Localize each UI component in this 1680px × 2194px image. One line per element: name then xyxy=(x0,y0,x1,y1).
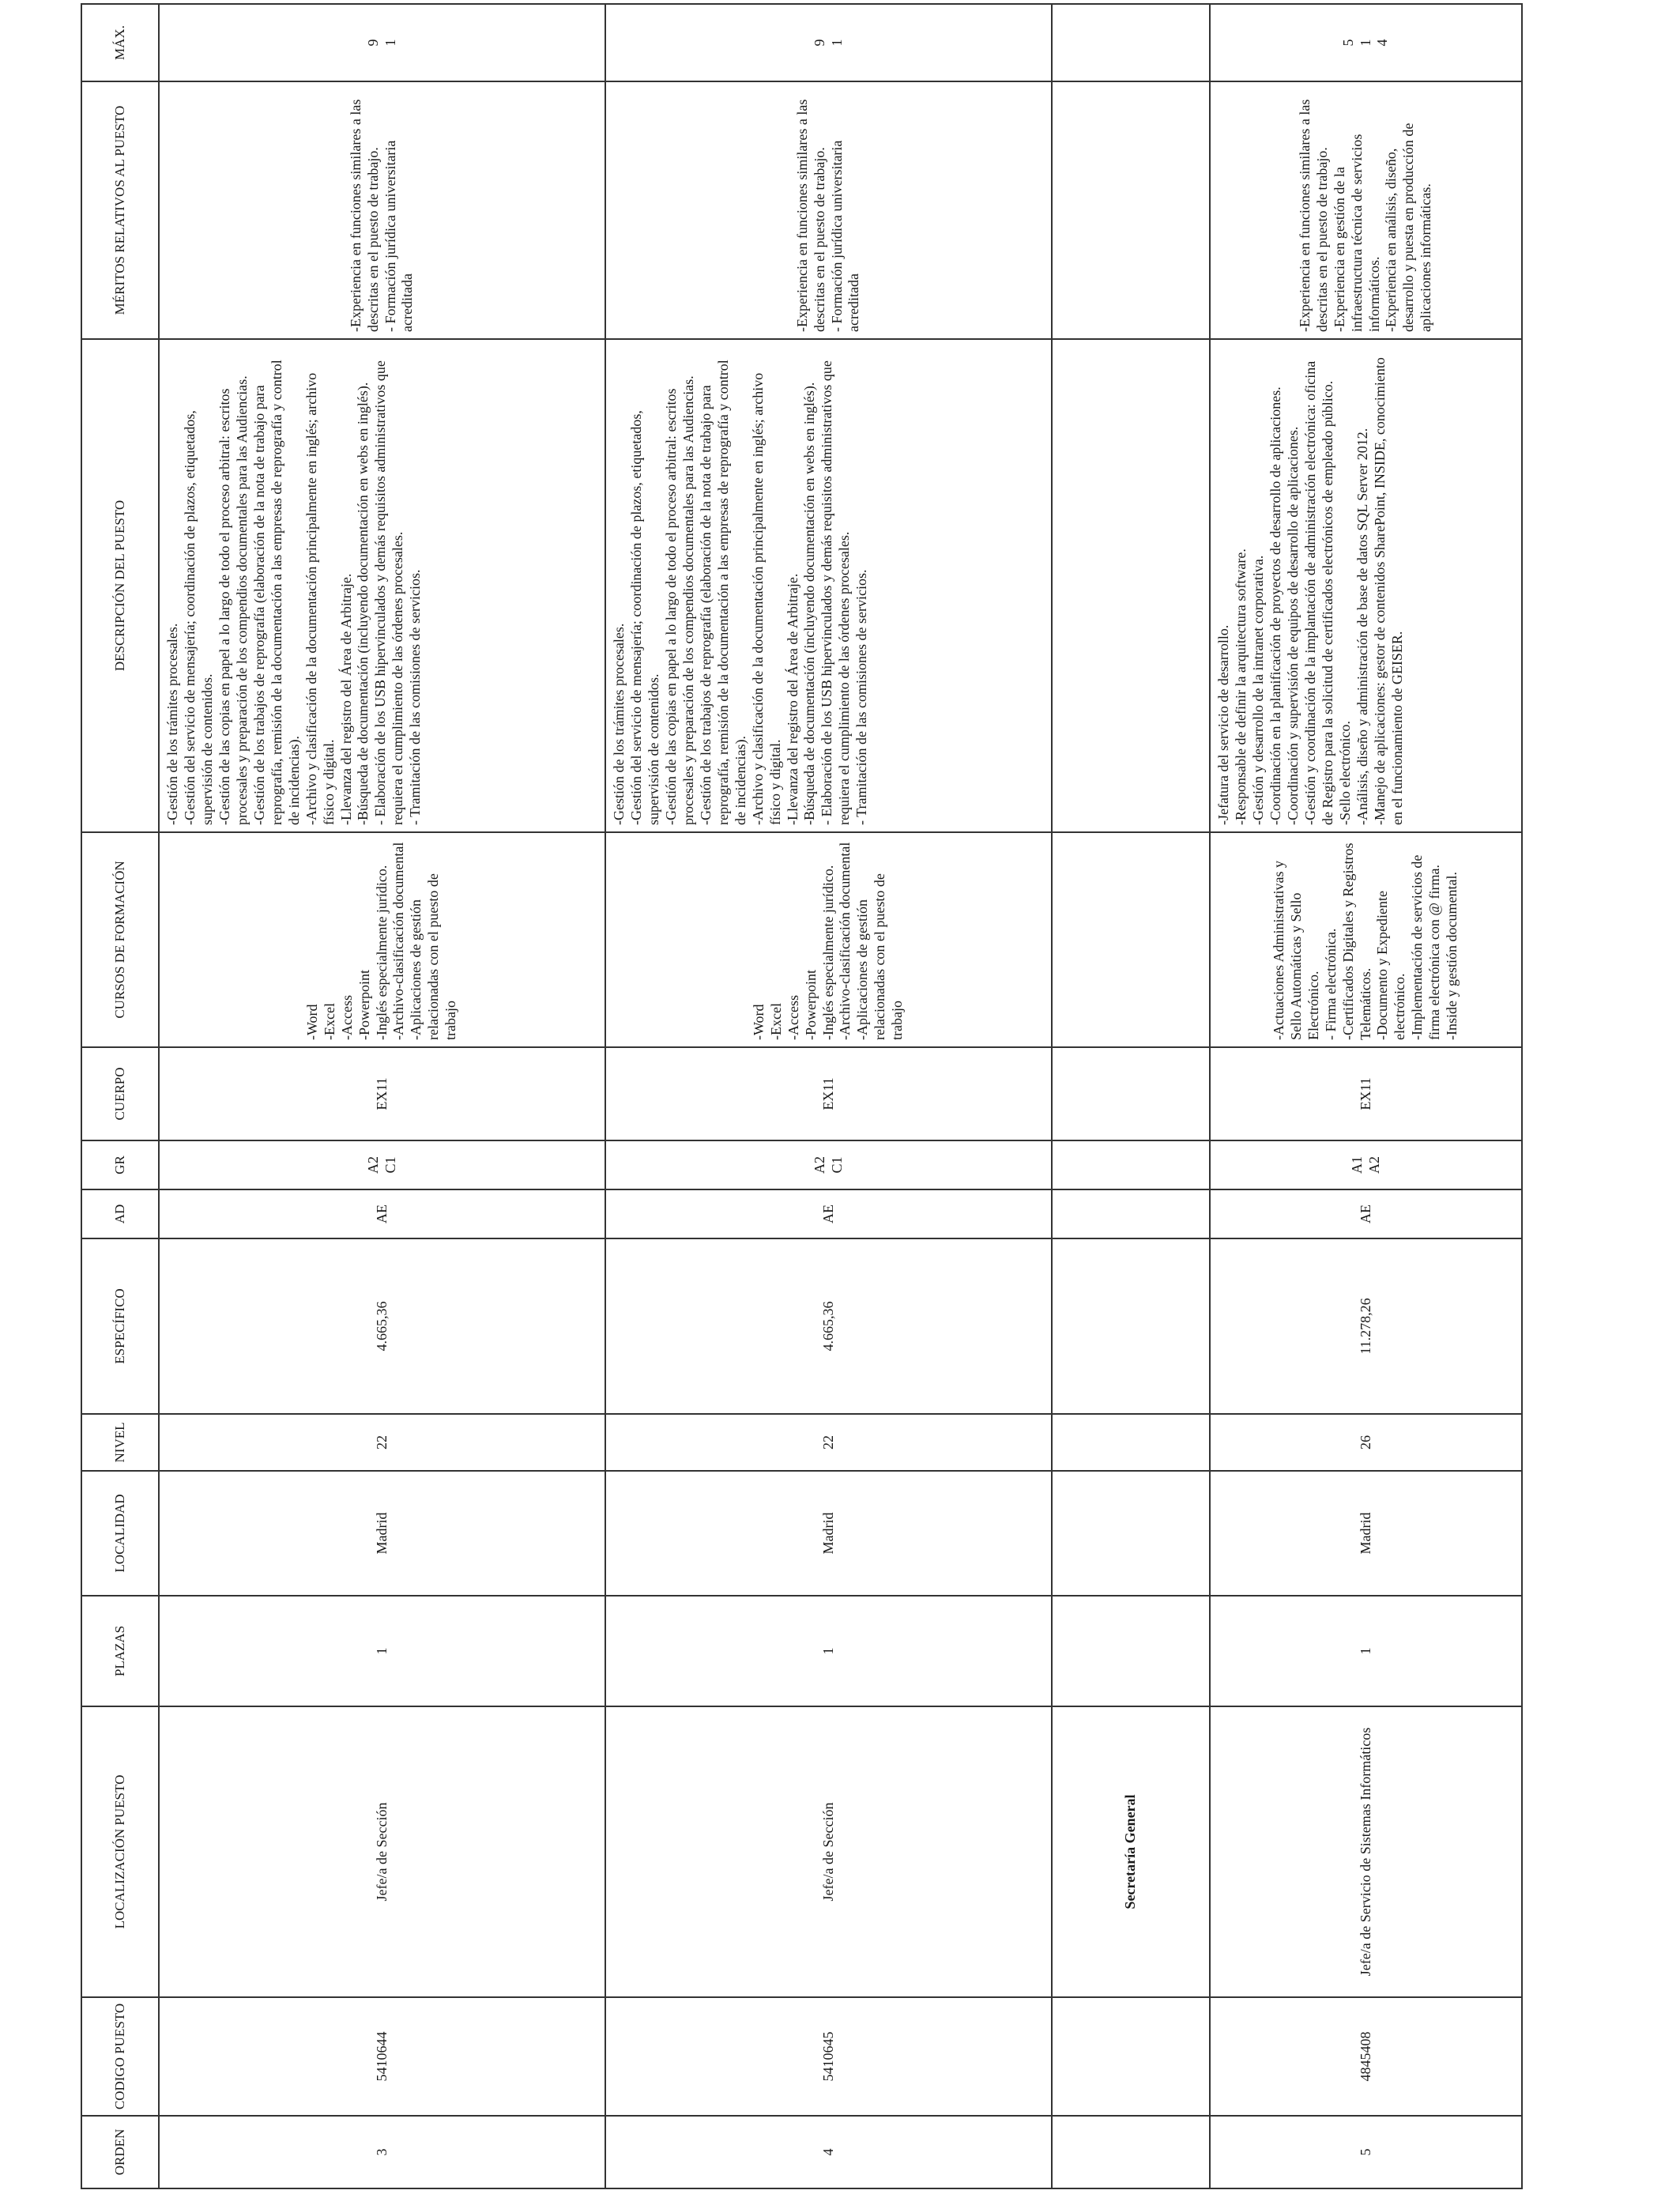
desc-item: -Búsqueda de documentación (incluyendo documentación en webs en inglés). xyxy=(801,382,818,825)
cell-orden: 3 xyxy=(159,2116,605,2188)
header-cursos: CURSOS DE FORMACIÓN xyxy=(81,832,159,1047)
course-item: -Powerpoint xyxy=(356,970,372,1040)
course-item: -Aplicaciones de gestión relacionadas con el puesto de trabajo xyxy=(408,873,459,1040)
table-row xyxy=(605,4,1052,2188)
desc-item: -Gestión de los trámites procesales. xyxy=(164,623,180,825)
cell-cursos xyxy=(1210,832,1522,1047)
desc-item: -Gestión y desarrollo de la intranet corporativa. xyxy=(1249,555,1266,825)
desc-item: -Jefatura del servicio de desarrollo. xyxy=(1215,624,1231,825)
cell-localidad: Madrid xyxy=(159,1471,605,1596)
gr-line: C1 xyxy=(382,1156,398,1174)
desc-item: -Gestión del servicio de mensajería; coordinación de plazos, etiquetados, supervisión de contenidos. xyxy=(181,410,215,825)
cell-localizacion: Jefe/a de Servicio de Sistemas Informáticos xyxy=(1210,1706,1522,1997)
course-item: -Inglés especialmente jurídico. xyxy=(819,865,836,1040)
course-item: -Aplicaciones de gestión relacionadas con el puesto de trabajo xyxy=(854,873,906,1040)
desc-item: -Análisis, diseño y administración de base de datos SQL Server 2012. xyxy=(1354,428,1370,825)
course-item: -Excel xyxy=(767,1003,784,1040)
cell-meritos xyxy=(1210,81,1522,339)
section-title: Secretaría General xyxy=(1052,1706,1210,1997)
max-value: 9 xyxy=(364,39,381,47)
merit-item: -Experiencia en funciones similares a las descritas en el puesto de trabajo. xyxy=(347,99,381,332)
cell-cuerpo: EX11 xyxy=(159,1047,605,1140)
cell-max xyxy=(1210,4,1522,81)
cell-especifico: 4.665,36 xyxy=(159,1238,605,1414)
course-item: -Actuaciones Administrativas y Sello Automáticas y Sello Electrónico. xyxy=(1270,861,1321,1040)
cell-descripcion xyxy=(605,339,1052,832)
cell-max xyxy=(605,4,1052,81)
desc-item: -Llevanza del registro del Área de Arbitraje. xyxy=(784,573,800,825)
course-item: -Excel xyxy=(321,1003,337,1040)
cell-especifico: 11.278,26 xyxy=(1210,1238,1522,1414)
course-item: -Inside y gestión documental. xyxy=(1444,872,1460,1040)
course-item: -Archivo-clasificación documental xyxy=(390,842,407,1040)
cell-orden: 4 xyxy=(605,2116,1052,2188)
desc-item: - Elaboración de los USB hipervinculados y demás requisitos administrativos que requiera el cumplimiento de las órdenes procesales. xyxy=(819,360,853,825)
section-row xyxy=(1052,4,1210,2188)
positions-table xyxy=(81,3,1523,2189)
cell-ad: AE xyxy=(159,1189,605,1238)
merit-item: - Formación jurídica universitaria acreditada xyxy=(828,140,862,332)
header-codigo: CODIGO PUESTO xyxy=(81,1997,159,2116)
course-item: -Access xyxy=(338,995,355,1040)
cell-especifico: 4.665,36 xyxy=(605,1238,1052,1414)
cell-nivel: 22 xyxy=(605,1414,1052,1471)
header-descripcion: DESCRIPCIÓN DEL PUESTO xyxy=(81,339,159,832)
desc-item: -Llevanza del registro del Área de Arbitraje. xyxy=(337,573,354,825)
desc-item: -Gestión de las copias en papel a lo largo de todo el proceso arbitral: escritos procesales y preparación de los compendios documentales para las Audiencias. xyxy=(662,375,696,825)
desc-item: - Tramitación de las comisiones de servicios. xyxy=(407,569,424,825)
cell-ad: AE xyxy=(605,1189,1052,1238)
cell-meritos xyxy=(605,81,1052,339)
course-item: -Powerpoint xyxy=(802,970,819,1040)
cell-nivel: 22 xyxy=(159,1414,605,1471)
merit-item: -Experiencia en gestión de la infraestructura técnica de servicios informáticos. xyxy=(1331,134,1382,332)
desc-item: -Gestión de las copias en papel a lo largo de todo el proceso arbitral: escritos procesales y preparación de los compendios documentales para las Audiencias. xyxy=(216,375,250,825)
max-value: 5 xyxy=(1339,39,1356,47)
merit-item: -Experiencia en funciones similares a las descritas en el puesto de trabajo. xyxy=(1296,99,1330,332)
cell-plazas: 1 xyxy=(159,1596,605,1706)
course-item: -Certificados Digitales y Registros Telemáticos. xyxy=(1339,843,1373,1040)
header-max: MÁX. xyxy=(81,4,159,81)
gr-line: A1 xyxy=(1348,1156,1365,1174)
cell-plazas: 1 xyxy=(605,1596,1052,1706)
gr-line: A2 xyxy=(811,1156,827,1174)
header-orden: ORDEN xyxy=(81,2116,159,2188)
header-ad: AD xyxy=(81,1189,159,1238)
course-item: -Access xyxy=(785,995,801,1040)
desc-item: -Gestión de los trámites procesales. xyxy=(611,623,627,825)
cell-codigo: 5410645 xyxy=(605,1997,1052,2116)
max-value: 1 xyxy=(1357,39,1373,47)
header-nivel: NIVEL xyxy=(81,1414,159,1471)
cell-meritos xyxy=(159,81,605,339)
course-item: -Word xyxy=(303,1004,320,1040)
cell-cursos xyxy=(605,832,1052,1047)
cell-localizacion: Jefe/a de Sección xyxy=(605,1706,1052,1997)
header-row xyxy=(81,4,159,2188)
cell-nivel: 26 xyxy=(1210,1414,1522,1471)
desc-item: -Gestión de los trabajos de reprografía (elaboración de la nota de trabajo para reprografía, remisión de la documentación a las empresas de reprografía y control de incidencias). xyxy=(697,360,748,825)
cell-plazas: 1 xyxy=(1210,1596,1522,1706)
course-item: - Firma electrónica. xyxy=(1322,928,1339,1040)
header-localidad: LOCALIDAD xyxy=(81,1471,159,1596)
cell-descripcion xyxy=(1210,339,1522,832)
gr-line: A2 xyxy=(1365,1156,1382,1174)
course-item: -Word xyxy=(750,1004,767,1040)
max-value: 1 xyxy=(382,39,398,47)
desc-item: - Elaboración de los USB hipervinculados y demás requisitos administrativos que requiera el cumplimiento de las órdenes procesales. xyxy=(372,360,406,825)
cell-gr xyxy=(1210,1140,1522,1189)
table-row xyxy=(1210,4,1522,2188)
max-value: 9 xyxy=(811,39,827,47)
course-item: -Inglés especialmente jurídico. xyxy=(373,865,390,1040)
cell-cuerpo: EX11 xyxy=(605,1047,1052,1140)
cell-max xyxy=(159,4,605,81)
header-especifico: ESPECÍFICO xyxy=(81,1238,159,1414)
cell-gr xyxy=(605,1140,1052,1189)
desc-item: -Búsqueda de documentación (incluyendo documentación en webs en inglés). xyxy=(355,382,371,825)
cell-localizacion: Jefe/a de Sección xyxy=(159,1706,605,1997)
header-localizacion: LOCALIZACIÓN PUESTO xyxy=(81,1706,159,1997)
desc-item: -Sello electrónico. xyxy=(1336,721,1353,825)
max-value: 1 xyxy=(828,39,845,47)
cell-localidad: Madrid xyxy=(605,1471,1052,1596)
header-plazas: PLAZAS xyxy=(81,1596,159,1706)
header-gr: GR xyxy=(81,1140,159,1189)
desc-item: -Manejo de aplicaciones: gestor de contenidos SharePoint, INSIDE, conocimiento en el funcionamiento de GEISER. xyxy=(1371,357,1405,825)
course-item: -Implementación de servicios de firma electrónica con @ firma. xyxy=(1409,854,1443,1040)
course-item: -Documento y Expediente electrónico. xyxy=(1374,891,1408,1040)
cell-descripcion xyxy=(159,339,605,832)
desc-item: -Coordinación y supervisión de equipos de desarrollo de aplicaciones. xyxy=(1284,426,1301,825)
gr-line: A2 xyxy=(364,1156,381,1174)
table-row xyxy=(159,4,605,2188)
desc-item: -Archivo y clasificación de la documentación principalmente en inglés; archivo físico y digital. xyxy=(749,372,783,825)
desc-item: -Gestión de los trabajos de reprografía (elaboración de la nota de trabajo para reprografía, remisión de la documentación a las empresas de reprografía y control de incidencias). xyxy=(250,360,302,825)
cell-cuerpo: EX11 xyxy=(1210,1047,1522,1140)
desc-item: -Gestión del servicio de mensajería; coordinación de plazos, etiquetados, supervisión de contenidos. xyxy=(627,410,661,825)
course-item: -Archivo-clasificación documental xyxy=(837,842,853,1040)
header-cuerpo: CUERPO xyxy=(81,1047,159,1140)
cell-orden: 5 xyxy=(1210,2116,1522,2188)
desc-item: -Gestión y coordinación de la implantación de administración electrónica: oficina de Registro para la solicitud de certificados electrónicos de empleado público. xyxy=(1301,360,1335,825)
desc-item: -Coordinación en la planificación de proyectos de desarrollo de aplicaciones. xyxy=(1267,386,1283,825)
header-meritos: MÉRITOS RELATIVOS AL PUESTO xyxy=(81,81,159,339)
desc-item: - Tramitación de las comisiones de servicios. xyxy=(853,569,870,825)
desc-item: -Responsable de definir la arquitectura software. xyxy=(1232,548,1249,825)
cell-codigo: 5410644 xyxy=(159,1997,605,2116)
merit-item: -Experiencia en análisis, diseño, desarrollo y puesta en producción de aplicaciones informáticas. xyxy=(1383,123,1434,332)
merit-item: - Formación jurídica universitaria acreditada xyxy=(382,140,416,332)
cell-codigo: 4845408 xyxy=(1210,1997,1522,2116)
merit-item: -Experiencia en funciones similares a las descritas en el puesto de trabajo. xyxy=(793,99,827,332)
cell-ad: AE xyxy=(1210,1189,1522,1238)
cell-gr xyxy=(159,1140,605,1189)
max-value: 4 xyxy=(1374,39,1391,47)
desc-item: -Archivo y clasificación de la documentación principalmente en inglés; archivo físico y digital. xyxy=(303,372,337,825)
cell-localidad: Madrid xyxy=(1210,1471,1522,1596)
cell-cursos xyxy=(159,832,605,1047)
gr-line: C1 xyxy=(828,1156,845,1174)
